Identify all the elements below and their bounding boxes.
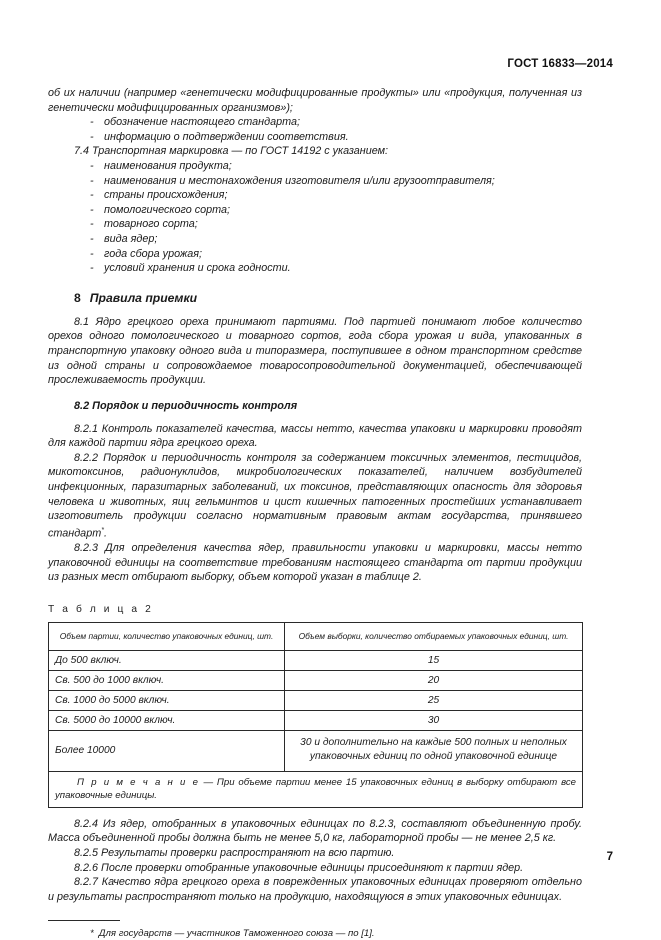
- table-sampling-volumes: [48, 622, 583, 808]
- dash-bullet: -: [90, 203, 94, 216]
- table-header-row: [49, 622, 583, 650]
- list-item: [48, 261, 582, 276]
- section-heading-8: [48, 290, 582, 306]
- clause-8-2-1: 8.2.1 Контроль показателей качества, массы нетто, качества упаковки и маркировки проводят для каждой партии ядра грецкого ореха.: [48, 422, 582, 450]
- dash-bullet: -: [90, 247, 94, 260]
- dash-bullet: -: [90, 116, 94, 129]
- table-row: [49, 650, 583, 670]
- list-item: [48, 159, 582, 174]
- dash-bullet: -: [90, 130, 94, 143]
- cell-lot-volume: Св. 1000 до 5000 включ.: [49, 690, 285, 710]
- footnote-marker: *: [90, 928, 94, 940]
- table-note-lead: П р и м е ч а н и е: [77, 776, 200, 788]
- page-number: 7: [606, 851, 613, 863]
- footnote-block: [48, 920, 582, 940]
- list-item-label: вида ядер;: [104, 232, 158, 245]
- list-item-label: помологического сорта;: [104, 203, 231, 216]
- clause-8-1: 8.1 Ядро грецкого ореха принимают партиями. Под партией понимают любое количество орехов одного помологического и товарного сортов, года сбора урожая и вида, упакованных в транспортную упаковку одного вида и типоразмера, поступившее в одном транспортном средстве из одной страны и сопровождаемое товаросопроводительной документацией, обеспечивающей прослеживаемость продукции.: [48, 315, 582, 387]
- cell-sample-volume: 15: [285, 650, 583, 670]
- cell-lot-volume: Св. 500 до 1000 включ.: [49, 670, 285, 690]
- list-item-label: информацию о подтверждении соответствия.: [104, 130, 349, 143]
- dash-bullet: -: [90, 159, 94, 172]
- table-caption: Т а б л и ц а 2: [48, 603, 154, 615]
- list-item: [48, 115, 582, 130]
- section-number: 8: [74, 290, 81, 305]
- table-note-text: — При объеме партии менее 15 упаковочных единиц в выборку отбирают все упаковочные единицы.: [55, 776, 576, 802]
- standard-designation: ГОСТ 16833—2014: [507, 58, 613, 70]
- table-row: [49, 730, 583, 771]
- list-item-label: года сбора урожая;: [104, 247, 203, 260]
- page-header: [48, 58, 613, 70]
- list-item-label: страны происхождения;: [104, 189, 228, 202]
- dash-bullet: -: [90, 189, 94, 202]
- table-row: [49, 710, 583, 730]
- list-item: [48, 174, 582, 189]
- clause-8-2-3: 8.2.3 Для определения качества ядер, правильности упаковки и маркировки, массы нетто упаковочной единицы на соответствие требованиям настоящего стандарта от партии продукции из разных мест отбирают выборку, объем которой указан в таблице 2.: [48, 542, 582, 584]
- footnote-text: Для государств — участников Таможенного союза — по [1].: [98, 928, 375, 940]
- dash-bullet: -: [90, 174, 94, 187]
- cell-lot-volume: Св. 5000 до 10000 включ.: [49, 710, 285, 730]
- clause-8-2-2: [48, 451, 582, 541]
- section-title: Правила приемки: [89, 290, 198, 305]
- list-item-label: наименования и местонахождения изготовителя и/или грузоотправителя;: [104, 174, 495, 187]
- dash-bullet: -: [90, 218, 94, 231]
- list-item-label: условий хранения и срока годности.: [104, 262, 291, 275]
- dash-bullet: -: [90, 262, 94, 275]
- cell-sample-volume: 30: [285, 710, 583, 730]
- paragraph-marking-continued: об их наличии (например «генетически модифицированные продукты» или «продукция, полученная из генетически модифицированных организмов»);: [48, 87, 582, 114]
- list-item: [48, 247, 582, 262]
- list-item-label: обозначение настоящего стандарта;: [104, 116, 300, 129]
- clause-7-4: 7.4 Транспортная маркировка — по ГОСТ 14192 с указанием:: [74, 145, 389, 158]
- list-item: [48, 130, 582, 145]
- cell-sample-volume: 20: [285, 670, 583, 690]
- clause-8-2-7: 8.2.7 Качество ядра грецкого ореха в поврежденных упаковочных единицах проверяют отдельно и результаты распространяют только на продукцию, находящуюся в этих упаковочных единицах.: [48, 876, 582, 903]
- column-header-sample-volume: Объем выборки, количество отбираемых упаковочных единиц, шт.: [285, 622, 583, 650]
- page-content: [48, 86, 582, 940]
- footnote-text-line: [48, 927, 582, 940]
- clause-8-2-2-text: 8.2.2 Порядок и периодичность контроля за содержанием токсичных элементов, пестицидов, микотоксинов, радионуклидов, микробиологических показателей, наличием возбудителей инфекционных, паразитарных заболеваний, их токсинов, представляющих опасность для здоровья человека и животных, яиц гельминтов и цист кишечных патогенных простейших устанавливает изготовитель продукции согласно нормативным правовым актам государства, принявшего стандарт: [48, 451, 582, 540]
- footnote-separator: [48, 920, 120, 921]
- cell-sample-volume: 30 и дополнительно на каждые 500 полных и неполных упаковочных единиц по одной упаковочной единице: [285, 730, 583, 771]
- clause-8-2-4: 8.2.4 Из ядер, отобранных в упаковочных единицах по 8.2.3, составляют объединенную пробу. Масса объединенной пробы должна быть не менее 5,0 кг, лабораторной пробы — не менее 2,5 кг.: [48, 817, 582, 845]
- clause-8-2-2-tail: .: [103, 527, 107, 540]
- table-note: [49, 771, 583, 807]
- column-header-lot-volume: Объем партии, количество упаковочных единиц, шт.: [49, 622, 285, 650]
- cell-lot-volume: Более 10000: [49, 730, 285, 771]
- cell-sample-volume: 25: [285, 690, 583, 710]
- table-row: [49, 690, 583, 710]
- list-item-label: товарного сорта;: [104, 218, 198, 231]
- clause-8-2-5: 8.2.5 Результаты проверки распространяют на всю партию.: [74, 847, 395, 859]
- table-row: [49, 670, 583, 690]
- list-item: [48, 188, 582, 203]
- cell-lot-volume: До 500 включ.: [49, 650, 285, 670]
- table-note-row: [49, 771, 583, 807]
- dash-bullet: -: [90, 232, 94, 245]
- subheading-8-2: 8.2 Порядок и периодичность контроля: [74, 399, 298, 412]
- list-item: [48, 217, 582, 232]
- list-item-label: наименования продукта;: [104, 159, 232, 172]
- list-item: [48, 232, 582, 247]
- list-item: [48, 203, 582, 218]
- clause-8-2-6: 8.2.6 После проверки отобранные упаковочные единицы присоединяют к партии ядер.: [74, 861, 524, 874]
- footnote-reference: *: [101, 526, 104, 534]
